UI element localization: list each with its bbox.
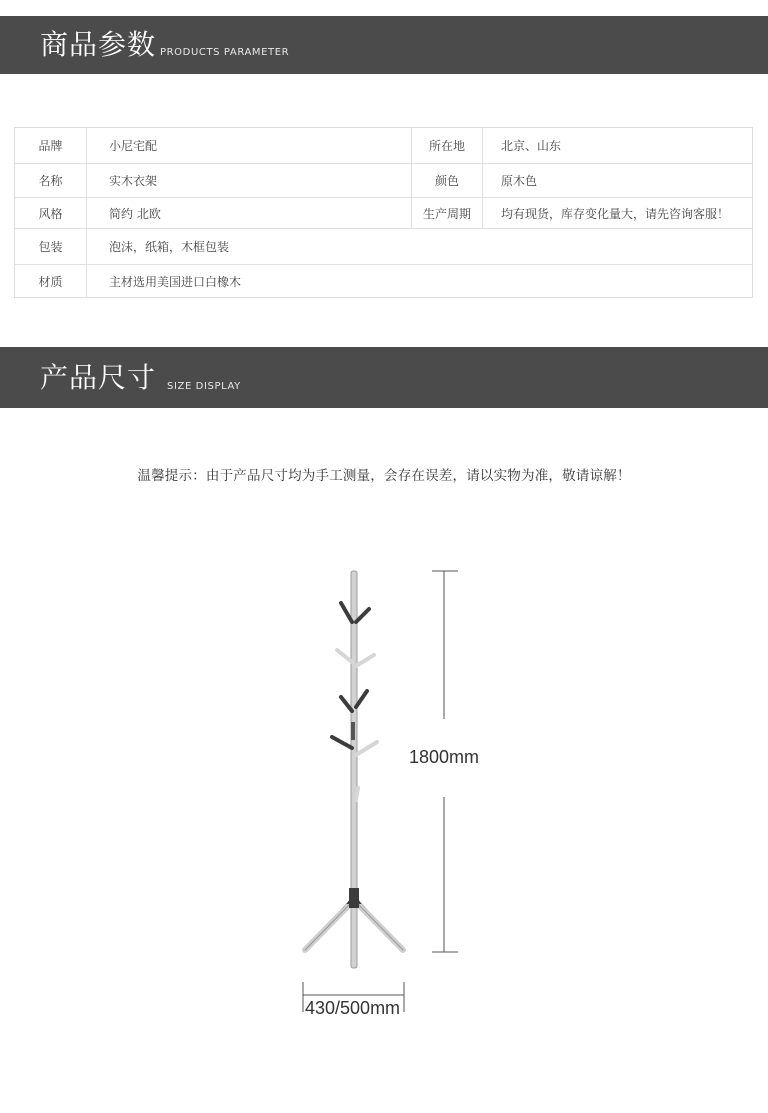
param-value-style: 简约 北欧 [109, 206, 161, 221]
param-label-material: 材质 [15, 265, 87, 297]
param-value-color: 原木色 [501, 174, 538, 188]
section-title: 产品尺寸 [40, 361, 157, 394]
size-notice: 温馨提示：由于产品尺寸均为手工测量，会存在误差，请以实物为准，敬请谅解！ [137, 468, 631, 484]
main-pole [349, 571, 359, 968]
section-subtitle: PRODUCTS PARAMETER [160, 47, 290, 58]
param-value-production: 均有现货，库存变化量大，请先咨询客服！ [501, 206, 730, 221]
param-value-name: 实木衣架 [109, 174, 158, 188]
param-value-location: 北京、山东 [501, 139, 562, 153]
param-label-color: 颜色 [411, 164, 483, 197]
param-value-brand: 小尼宅配 [109, 139, 158, 153]
param-label-location: 所在地 [411, 128, 483, 163]
param-label-production: 生产周期 [411, 198, 483, 228]
param-label-style: 风格 [15, 198, 87, 228]
param-label-packaging: 包装 [15, 229, 87, 264]
param-value-packaging: 泡沫，纸箱，木框包装 [109, 240, 230, 254]
param-label-brand: 品牌 [15, 128, 87, 163]
param-label-name: 名称 [15, 164, 87, 197]
section-subtitle: SIZE DISPLAY [167, 381, 241, 392]
param-value-material: 主材选用美国进口白橡木 [109, 274, 242, 289]
width-dimension-label: 430/500mm [305, 998, 401, 1018]
section-title: 商品参数 [40, 28, 157, 61]
height-dimension-label: 1800mm [409, 747, 480, 767]
